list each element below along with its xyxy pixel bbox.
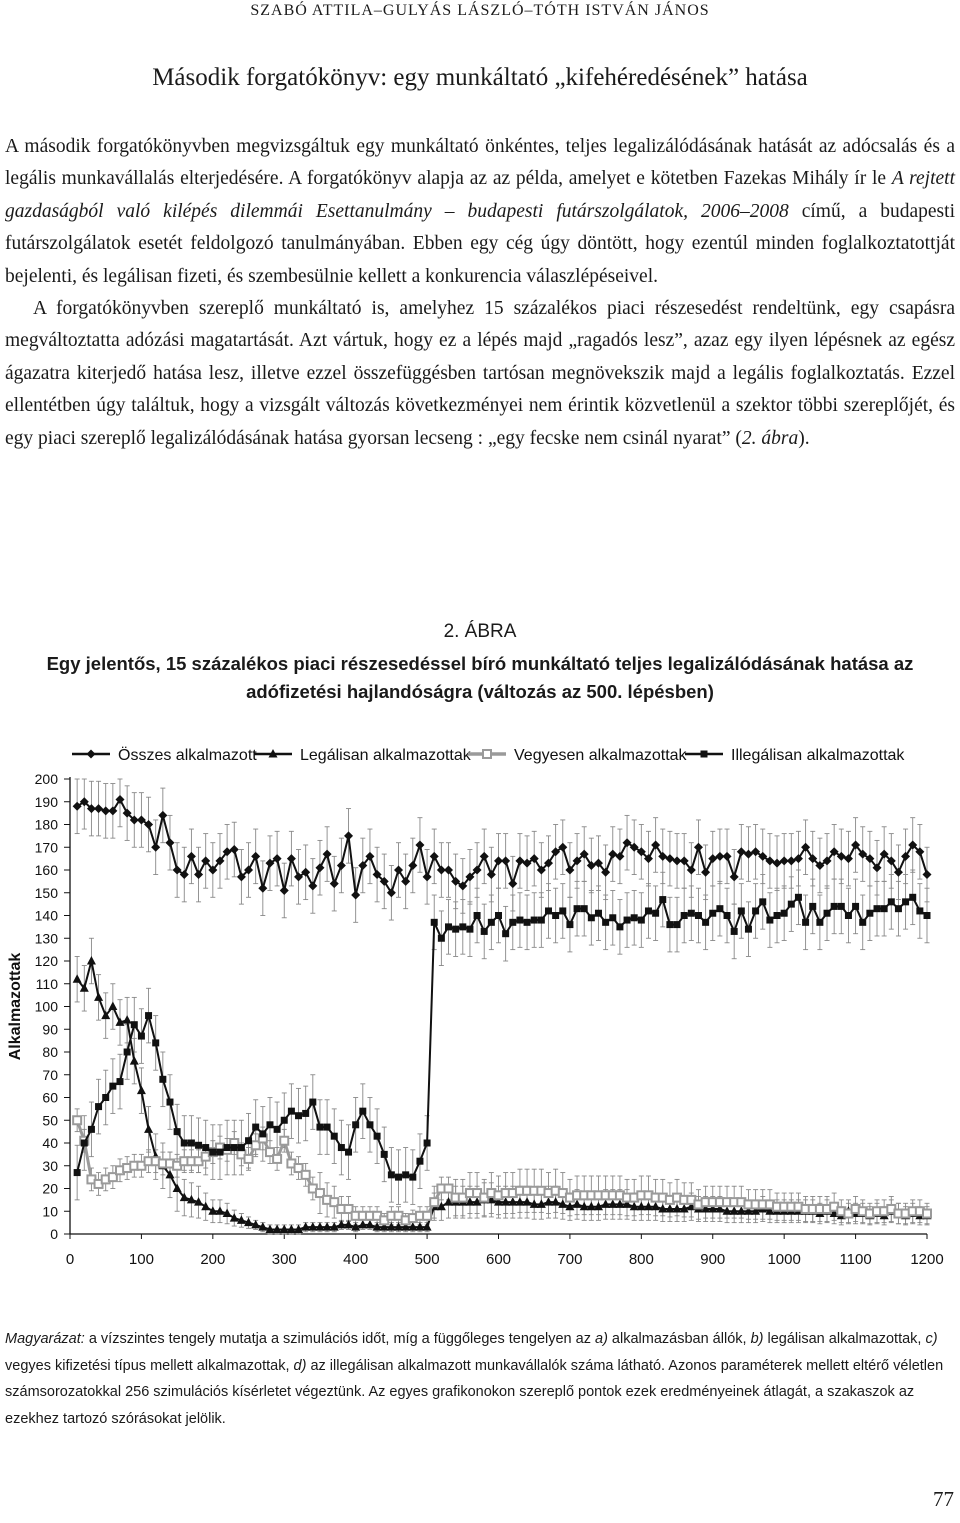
data-point [124, 1049, 131, 1056]
y-tick-label: 70 [42, 1066, 58, 1083]
paragraph-1-text-b: című, a budapesti futárszolgálatok esetét feldolgozó tanulmányában. Ebben egy cég úgy döntött, hogy ezentúl minden foglalkoztatottját bejelenti, és legálisan fizeti, és szembesülnie kellett a konkurencia válaszlépéseivel. [5, 200, 955, 287]
data-point [88, 1126, 95, 1133]
caption-c: c) [925, 1331, 938, 1347]
legend-label: Vegyesen alkalmazottak [514, 747, 687, 764]
data-point [595, 910, 602, 917]
y-tick-label: 150 [34, 884, 58, 901]
data-point [94, 992, 103, 1001]
data-point [366, 1121, 373, 1128]
data-point [359, 1108, 366, 1115]
data-point [466, 926, 473, 933]
data-point [273, 1155, 281, 1163]
data-point [445, 923, 452, 930]
data-point [845, 912, 852, 919]
data-point [338, 1144, 345, 1151]
data-point [94, 804, 103, 813]
paragraph-1-text-a: A második forgatókönyvben megvizsgáltuk egy munkáltató önkéntes, teljes legalizálódásának hatását az adócsalás és a legális munkavállalás elterjedésére. A forgatókönyv alapja az az példa, amelyet e kötetben Fazekas Mihály ír le [5, 136, 955, 190]
caption-text-1: a vízszintes tengely mutatja a szimulációs időt, míg a függőleges tengelyen az [84, 1331, 595, 1347]
data-point [245, 1155, 253, 1163]
data-point [516, 917, 523, 924]
data-point [287, 854, 296, 863]
y-tick-label: 40 [42, 1135, 58, 1151]
data-point [695, 912, 702, 919]
data-point [352, 1121, 359, 1128]
data-point [895, 905, 902, 912]
figure-number: 2. ÁBRA [443, 621, 517, 642]
data-point [231, 1144, 238, 1151]
data-point [452, 926, 459, 933]
x-tick-label: 400 [343, 1251, 369, 1268]
data-point [545, 907, 552, 914]
x-tick-label: 1200 [910, 1251, 944, 1268]
paragraph-2-italic: 2. ábra [741, 427, 799, 449]
data-point [374, 1133, 381, 1140]
data-point [87, 956, 96, 965]
data-point [402, 1171, 409, 1178]
y-tick-label: 60 [42, 1089, 58, 1106]
data-point [787, 856, 796, 865]
y-tick-label: 190 [34, 793, 58, 810]
y-tick-label: 10 [42, 1203, 58, 1220]
data-point [681, 912, 688, 919]
data-point [302, 1171, 310, 1179]
data-point [224, 1144, 231, 1151]
data-point [802, 919, 809, 926]
data-point [131, 1021, 138, 1028]
data-point [409, 1174, 416, 1181]
data-point [201, 1202, 210, 1211]
series-4 [77, 897, 927, 1177]
data-point [166, 1099, 173, 1106]
data-point [238, 1144, 245, 1151]
x-tick-label: 1100 [839, 1251, 872, 1268]
data-point [795, 894, 802, 901]
series-line [77, 897, 927, 1177]
data-point [323, 850, 332, 859]
data-point [381, 1151, 388, 1158]
data-point [230, 845, 239, 854]
data-point [73, 1116, 81, 1124]
data-point [266, 1121, 273, 1128]
data-point [781, 910, 788, 917]
legend-marker [483, 750, 491, 758]
y-tick-label: 90 [42, 1021, 58, 1038]
data-point [315, 863, 324, 872]
data-point [395, 1174, 402, 1181]
data-point [194, 870, 203, 879]
data-point [923, 1210, 931, 1218]
legend-label: Összes alkalmazott [118, 747, 257, 764]
data-point [666, 921, 673, 928]
data-point [495, 912, 502, 919]
series-line [77, 799, 927, 895]
y-tick-label: 50 [42, 1112, 58, 1129]
data-point [431, 919, 438, 926]
data-point [330, 879, 339, 888]
data-point [738, 907, 745, 914]
page-number: 77 [933, 1487, 954, 1511]
body-text [5, 131, 955, 455]
data-point [615, 852, 624, 861]
data-point [245, 1137, 252, 1144]
data-point [202, 1144, 209, 1151]
data-point [116, 1078, 123, 1085]
data-point [674, 921, 681, 928]
data-point [209, 1149, 216, 1156]
data-point [766, 917, 773, 924]
data-point [731, 928, 738, 935]
data-point [701, 868, 710, 877]
x-tick-label: 100 [128, 1251, 154, 1268]
data-point [559, 907, 566, 914]
data-point [774, 912, 781, 919]
data-point [652, 910, 659, 917]
data-point [724, 912, 731, 919]
data-point [508, 879, 517, 888]
y-tick-label: 30 [42, 1157, 58, 1174]
data-point [474, 912, 481, 919]
data-point [423, 872, 432, 881]
data-point [351, 891, 360, 900]
caption-text-2: alkalmazásban állók, [607, 1331, 751, 1347]
section-title: Második forgatókönyv: egy munkáltató „kifehéredésének” hatása [152, 64, 808, 91]
data-point [502, 930, 509, 937]
figure-title: Egy jelentős, 15 százalékos piaci részesedéssel bíró munkáltató teljes legalizálódásának hatása az adófizetési hajlandóságra (változás az 500. lépésben) [46, 653, 914, 702]
y-tick-label: 110 [35, 975, 58, 992]
data-point [723, 852, 732, 861]
legend-label: Illegálisan alkalmazottak [731, 747, 905, 764]
data-point [415, 840, 424, 849]
data-point [302, 1110, 309, 1117]
data-point [602, 919, 609, 926]
data-point [702, 919, 709, 926]
data-point [538, 917, 545, 924]
caption-a: a) [595, 1331, 608, 1347]
y-tick-label: 140 [34, 907, 58, 924]
data-point [816, 919, 823, 926]
data-point [324, 1124, 331, 1131]
y-tick-label: 160 [34, 862, 58, 878]
data-point [874, 905, 881, 912]
data-point [631, 914, 638, 921]
data-point [888, 898, 895, 905]
data-point [165, 838, 174, 847]
data-point [181, 1140, 188, 1147]
data-point [445, 1185, 453, 1193]
caption-text-4: vegyes kifizetési típus mellett alkalmazottak, [5, 1357, 294, 1374]
data-point [752, 907, 759, 914]
data-point [416, 1158, 423, 1165]
x-tick-label: 800 [628, 1251, 654, 1268]
data-point [309, 1099, 316, 1106]
data-point [759, 898, 766, 905]
data-point [831, 903, 838, 910]
data-point [130, 1056, 139, 1065]
data-point [708, 854, 717, 863]
x-tick-label: 600 [485, 1251, 512, 1268]
paragraph-2-text-b: ). [798, 427, 810, 449]
data-point [624, 917, 631, 924]
data-point [158, 811, 167, 820]
data-point [144, 1124, 153, 1133]
paragraph-1 [5, 131, 955, 293]
data-point [216, 1149, 223, 1156]
data-point [608, 850, 617, 859]
y-axis-label: Alkalmazottak [7, 952, 24, 1061]
series-1 [77, 799, 927, 895]
data-point [123, 1015, 132, 1024]
data-point [480, 852, 489, 861]
data-point [730, 872, 739, 881]
x-tick-label: 700 [557, 1251, 583, 1268]
data-point [659, 896, 666, 903]
data-point [716, 905, 723, 912]
running-head: SZABÓ ATTILA–GULYÁS LÁSZLÓ–TÓTH ISTVÁN JÁNOS [250, 2, 710, 19]
y-tick-label: 80 [42, 1044, 58, 1060]
data-point [788, 901, 795, 908]
y-tick-label: 130 [34, 930, 58, 947]
data-point [430, 1198, 438, 1206]
data-point [524, 919, 531, 926]
data-point [408, 861, 417, 870]
data-point [481, 928, 488, 935]
data-point [531, 917, 538, 924]
data-point [74, 1169, 81, 1176]
data-point [159, 1076, 166, 1083]
paragraph-1-italic: A rejtett gazdaságból való kilépés dilemmái Esettanulmány – budapesti futárszolgálatok, 2006–2008 [5, 168, 956, 222]
data-point [902, 898, 909, 905]
x-tick-label: 300 [271, 1251, 297, 1268]
data-point [616, 923, 623, 930]
data-point [252, 1124, 259, 1131]
data-point [909, 894, 916, 901]
data-point [109, 1083, 116, 1090]
x-tick-label: 1000 [767, 1251, 801, 1268]
data-point [95, 1103, 102, 1110]
data-point [102, 1094, 109, 1101]
caption-b: b) [750, 1331, 764, 1347]
data-point [173, 1184, 182, 1193]
data-point [138, 1033, 145, 1040]
caption-text-3: legálisan alkalmazottak, [763, 1331, 926, 1347]
data-point [665, 854, 674, 863]
data-point [295, 1112, 302, 1119]
data-point [581, 905, 588, 912]
data-point [230, 1213, 239, 1222]
data-point [388, 1171, 395, 1178]
data-point [859, 919, 866, 926]
legend-label: Legálisan alkalmazottak [300, 747, 471, 764]
data-point [688, 910, 695, 917]
paragraph-2-text-a: A forgatókönyvben szereplő munkáltató is, amelyhez 15 százalékos piaci részesedést rendeltünk, egy csapásra megváltoztatta adózási magatartását. Azt vártuk, hogy ez a lépés majd „ragadós lesz”, azaz egy ilyen lépésnek az egész ágazatra kiterjedő hatása lesz, illetve ezzel összefüggésben tartósan megnövekszik majd a legális foglalkoztatás. Ezzel ellentétben úgy találtuk, hogy a vizsgált változás következményei nem érintik közvetlenül a szektor többi szereplőjét, és egy piaci szereplő legalizálódásának hatása gyorsan lecseng : „egy fecske nem csinál nyarat” ( [5, 298, 955, 449]
x-tick-label: 0 [65, 1251, 75, 1268]
data-point [552, 912, 559, 919]
data-point [423, 1212, 431, 1220]
data-point [838, 903, 845, 910]
data-point [488, 919, 495, 926]
data-point [745, 926, 752, 933]
data-point [509, 919, 516, 926]
data-point [744, 850, 753, 859]
data-point [824, 910, 831, 917]
data-point [430, 852, 439, 861]
data-point [288, 1108, 295, 1115]
data-point [709, 910, 716, 917]
data-point [645, 907, 652, 914]
x-tick-label: 900 [700, 1251, 726, 1268]
data-point [151, 843, 160, 852]
data-point [137, 1086, 146, 1095]
data-point [694, 843, 703, 852]
y-tick-label: 170 [34, 839, 58, 856]
data-point [438, 935, 445, 942]
data-point [259, 1130, 266, 1137]
data-point [258, 884, 267, 893]
data-point [251, 852, 260, 861]
data-point [345, 1149, 352, 1156]
line-chart [0, 730, 960, 1320]
data-point [737, 847, 746, 856]
data-point [459, 923, 466, 930]
data-point [574, 905, 581, 912]
y-tick-label: 180 [34, 816, 58, 833]
data-point [280, 886, 289, 895]
y-tick-label: 20 [42, 1180, 58, 1197]
paragraph-2 [5, 293, 955, 455]
y-tick-label: 200 [34, 771, 58, 787]
data-point [487, 870, 496, 879]
data-point [280, 1137, 288, 1145]
caption-label: Magyarázat: [5, 1331, 85, 1347]
data-point [638, 917, 645, 924]
data-point [344, 831, 353, 840]
data-point [852, 903, 859, 910]
data-point [337, 861, 346, 870]
data-point [924, 912, 931, 919]
figure-caption [5, 1326, 957, 1432]
y-tick-label: 0 [50, 1226, 58, 1242]
data-point [609, 914, 616, 921]
data-point [515, 856, 524, 865]
data-point [81, 1140, 88, 1147]
data-point [195, 1142, 202, 1149]
data-point [424, 1140, 431, 1147]
y-tick-label: 100 [34, 998, 58, 1015]
caption-d: d) [293, 1357, 307, 1374]
data-point [152, 1039, 159, 1046]
data-point [866, 910, 873, 917]
data-point [916, 907, 923, 914]
data-point [188, 1140, 195, 1147]
x-tick-label: 500 [414, 1251, 440, 1268]
caption-text-5: az illegálisan alkalmazott munkavállalók száma látható. Azonos paraméterek mellett eltérő véletlen számsorozatokkal 256 szimulációs kísérletet végeztünk. Az egyes grafikonokon szereplő pontok ezek eredményeinek átlagát, a szakaszok az ezekhez tartozó szórásokat jelölik. [5, 1357, 944, 1427]
data-point [773, 859, 782, 868]
y-tick-label: 120 [34, 953, 58, 969]
data-point [187, 852, 196, 861]
data-point [308, 881, 317, 890]
data-point [566, 921, 573, 928]
data-point [844, 854, 853, 863]
data-point [145, 1012, 152, 1019]
data-point [316, 1124, 323, 1131]
x-tick-label: 200 [200, 1251, 226, 1268]
data-point [174, 1128, 181, 1135]
data-point [809, 903, 816, 910]
data-point [108, 1002, 117, 1011]
data-point [331, 1133, 338, 1140]
data-point [881, 905, 888, 912]
legend-marker [87, 750, 96, 759]
data-point [588, 914, 595, 921]
data-point [281, 1117, 288, 1124]
data-point [274, 1126, 281, 1133]
data-point [501, 856, 510, 865]
data-point [923, 870, 932, 879]
data-point [73, 974, 82, 983]
legend-marker [701, 751, 708, 758]
